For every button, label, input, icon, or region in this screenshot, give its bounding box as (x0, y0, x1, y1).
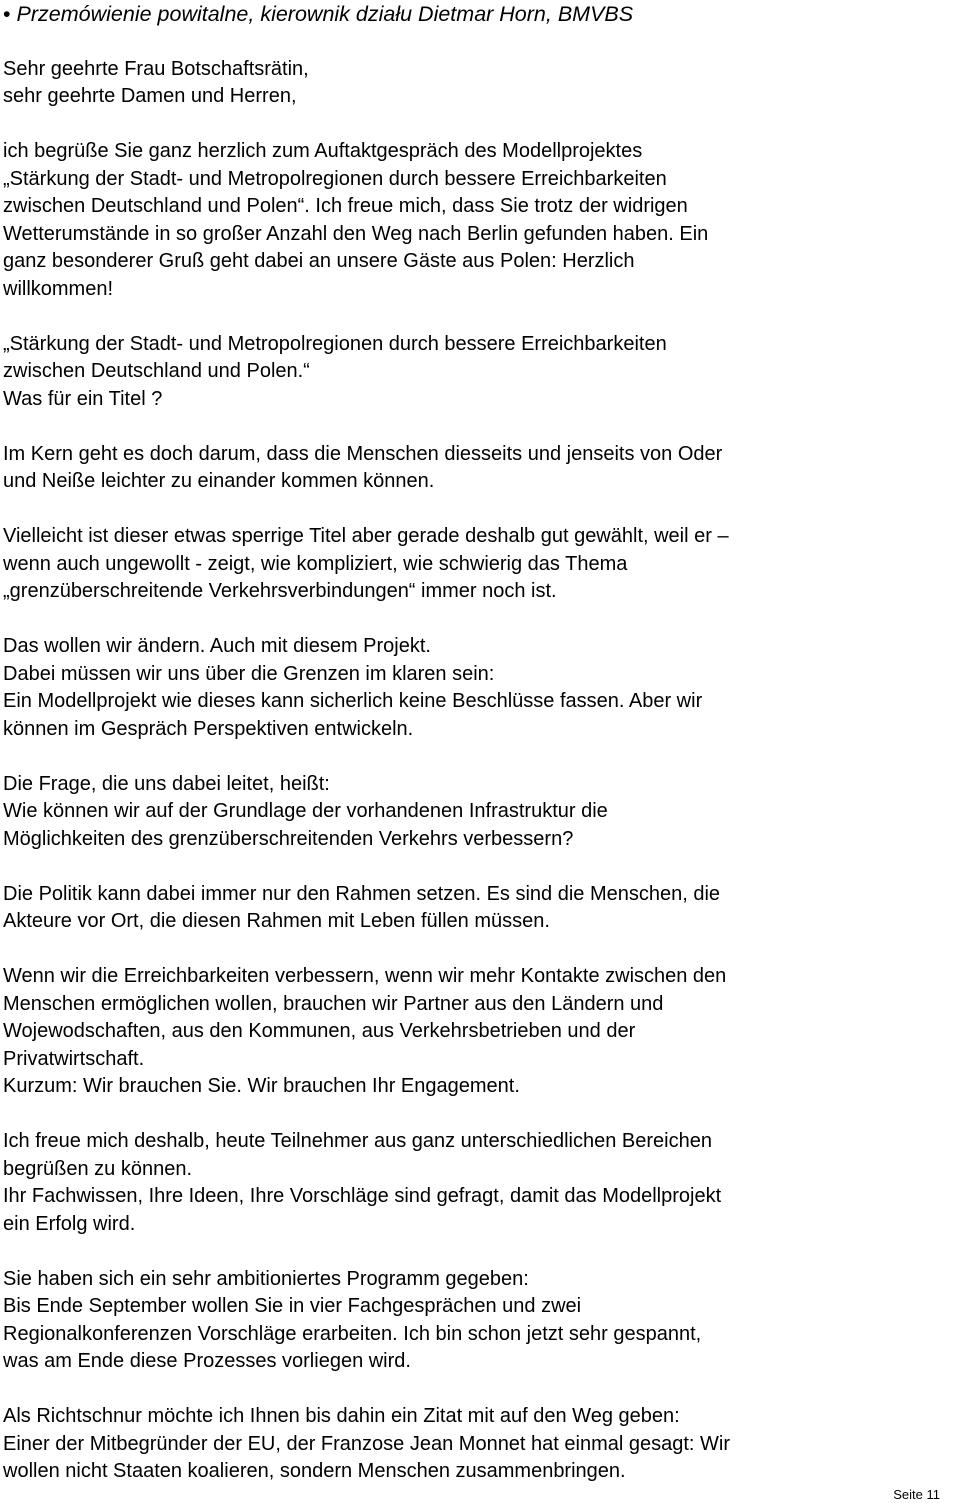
text-line: Im Kern geht es doch darum, dass die Menschen diesseits und jenseits von Oder (3, 442, 723, 465)
paragraph (3, 633, 943, 743)
text-line: Ihr Fachwissen, Ihre Ideen, Ihre Vorschläge sind gefragt, damit das Modellprojekt (3, 1185, 722, 1207)
text-line: Wenn wir die Erreichbarkeiten verbessern, wenn wir mehr Kontakte zwischen den (3, 965, 727, 987)
paragraph (3, 881, 943, 936)
paragraph (3, 771, 943, 854)
paragraph (3, 523, 943, 606)
text-line: Dabei müssen wir uns über die Grenzen im klaren sein: (3, 662, 495, 685)
text-line: sehr geehrte Damen und Herren, (3, 85, 297, 107)
text-line: ganz besonderer Gruß geht dabei an unsere Gäste aus Polen: Herzlich (3, 250, 635, 272)
paragraph (3, 1128, 943, 1238)
text-line: zwischen Deutschland und Polen“. Ich freue mich, dass Sie trotz der widrigen (3, 195, 688, 217)
text-line: Einer der Mitbegründer der EU, der Franzose Jean Monnet hat einmal gesagt: Wir (3, 1432, 731, 1455)
text-line: wenn auch ungewollt - zeigt, wie kompliziert, wie schwierig das Thema (3, 552, 628, 575)
text-line: können im Gespräch Perspektiven entwickeln. (3, 717, 414, 740)
text-line: „Stärkung der Stadt- und Metropolregionen durch bessere Erreichbarkeiten (3, 332, 667, 355)
text-line: wollen nicht Staaten koalieren, sondern Menschen zusammenbringen. (3, 1460, 626, 1482)
text-line: Regionalkonferenzen Vorschläge erarbeiten. Ich bin schon jetzt sehr gespannt, (3, 1322, 702, 1345)
speech-body (3, 56, 943, 1486)
text-line: und Neiße leichter zu einander kommen können. (3, 470, 435, 492)
paragraph (3, 1266, 943, 1376)
text-line: Menschen ermöglichen wollen, brauchen wir Partner aus den Ländern und (3, 992, 664, 1015)
text-line: Möglichkeiten des grenzüberschreitenden Verkehrs verbessern? (3, 827, 574, 850)
speech-heading (3, 0, 943, 28)
speech-heading-text: Przemówienie powitalne, kierownik działu Dietmar Horn, BMVBS (16, 2, 634, 26)
text-line: Akteure vor Ort, die diesen Rahmen mit Leben füllen müssen. (3, 910, 550, 932)
text-line: Die Frage, die uns dabei leitet, heißt: (3, 772, 330, 795)
text-line: Wojewodschaften, aus den Kommunen, aus Verkehrsbetrieben und der (3, 1020, 636, 1042)
text-line: Ich freue mich deshalb, heute Teilnehmer aus ganz unterschiedlichen Bereichen (3, 1130, 712, 1152)
document-page (3, 0, 943, 1486)
text-line: willkommen! (3, 277, 114, 300)
text-line: Vielleicht ist dieser etwas sperrige Titel aber gerade deshalb gut gewählt, weil er – (3, 525, 729, 547)
paragraph (3, 138, 943, 303)
text-line: „grenzüberschreitende Verkehrsverbindungen“ immer noch ist. (3, 580, 557, 602)
text-line: Was für ein Titel ? (3, 387, 163, 410)
text-line: Wie können wir auf der Grundlage der vorhandenen Infrastruktur die (3, 800, 608, 822)
paragraph (3, 56, 943, 111)
text-line: Bis Ende September wollen Sie in vier Fachgesprächen und zwei (3, 1295, 582, 1317)
text-line: zwischen Deutschland und Polen.“ (3, 360, 310, 382)
text-line: ein Erfolg wird. (3, 1212, 136, 1235)
text-line: Das wollen wir ändern. Auch mit diesem Projekt. (3, 635, 431, 657)
text-line: begrüßen zu können. (3, 1157, 193, 1180)
text-line: Sehr geehrte Frau Botschaftsrätin, (3, 57, 309, 80)
text-line: Kurzum: Wir brauchen Sie. Wir brauchen Ihr Engagement. (3, 1075, 520, 1097)
text-line: Privatwirtschaft. (3, 1047, 145, 1070)
page-number: Seite 11 (893, 1487, 940, 1502)
paragraph (3, 441, 943, 496)
text-line: Wetterumstände in so großer Anzahl den Weg nach Berlin gefunden haben. Ein (3, 222, 709, 245)
text-line: Sie haben sich ein sehr ambitioniertes Programm gegeben: (3, 1267, 529, 1290)
paragraph (3, 331, 943, 414)
text-line: „Stärkung der Stadt- und Metropolregionen durch bessere Erreichbarkeiten (3, 167, 667, 190)
text-line: was am Ende diese Prozesses vorliegen wird. (3, 1350, 411, 1372)
paragraph (3, 963, 943, 1101)
text-line: Als Richtschnur möchte ich Ihnen bis dahin ein Zitat mit auf den Weg geben: (3, 1405, 680, 1427)
text-line: Ein Modellprojekt wie dieses kann sicherlich keine Beschlüsse fassen. Aber wir (3, 690, 703, 712)
paragraph (3, 1403, 943, 1486)
text-line: Die Politik kann dabei immer nur den Rahmen setzen. Es sind die Menschen, die (3, 882, 721, 905)
bullet-icon: • (3, 2, 11, 26)
text-line: ich begrüße Sie ganz herzlich zum Auftaktgespräch des Modellprojektes (3, 140, 643, 162)
